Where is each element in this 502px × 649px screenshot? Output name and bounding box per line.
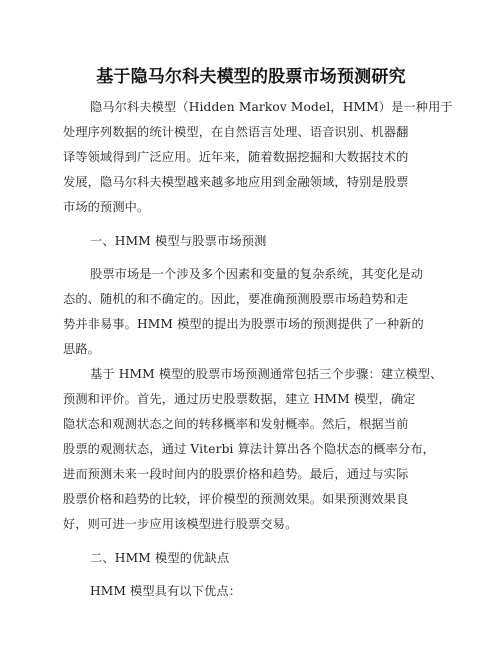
intro-line-5: 市场的预测中。 [63, 200, 150, 214]
intro-line-4: 发展，隐马尔科夫模型越来越多地应用到金融领域，特别是股票 [63, 175, 409, 189]
intro-line-1: 隐马尔科夫模型（Hidden Markov Model，HMM）是一种用于 [90, 100, 453, 114]
document-title: 基于隐马尔科夫模型的股票市场预测研究 [96, 67, 406, 87]
section-2-heading: 二、HMM 模型的优缺点 [90, 551, 230, 565]
section-1-para-2-line-3: 隐状态和观测状态之间的转移概率和发射概率。然后，根据当前 [63, 417, 409, 431]
section-1-heading: 一、HMM 模型与股票市场预测 [90, 234, 267, 248]
intro-line-3: 译等领域得到广泛应用。近年来，随着数据挖掘和大数据技术的 [63, 150, 409, 164]
section-2-para-1-line-1: HMM 模型具有以下优点： [90, 584, 242, 598]
section-1-para-2-line-1: 基于 HMM 模型的股票市场预测通常包括三个步骤：建立模型、 [90, 367, 443, 381]
section-1-para-1-line-4: 思路。 [63, 342, 101, 356]
section-1-para-2-line-2: 预测和评价。首先，通过历史股票数据，建立 HMM 模型，确定 [63, 392, 416, 406]
section-1-para-1-line-2: 态的、随机的和不确定的。因此，要准确预测股票市场趋势和走 [63, 292, 409, 306]
intro-line-2: 处理序列数据的统计模型，在自然语言处理、语音识别、机器翻 [63, 125, 409, 139]
section-1-para-2-line-6: 股票价格和趋势的比较，评价模型的预测效果。如果预测效果良 [63, 492, 409, 506]
section-1-para-2-line-5: 进而预测未来一段时间内的股票价格和趋势。最后，通过与实际 [63, 467, 409, 481]
section-1-para-1-line-3: 势并非易事。HMM 模型的提出为股票市场的预测提供了一种新的 [63, 317, 424, 331]
section-1-para-2-line-7: 好，则可进一步应用该模型进行股票交易。 [63, 517, 298, 531]
section-1-para-1-line-1: 股票市场是一个涉及多个因素和变量的复杂系统，其变化是动 [90, 267, 424, 281]
section-1-para-2-line-4: 股票的观测状态，通过 Viterbi 算法计算出各个隐状态的概率分布， [63, 442, 435, 456]
